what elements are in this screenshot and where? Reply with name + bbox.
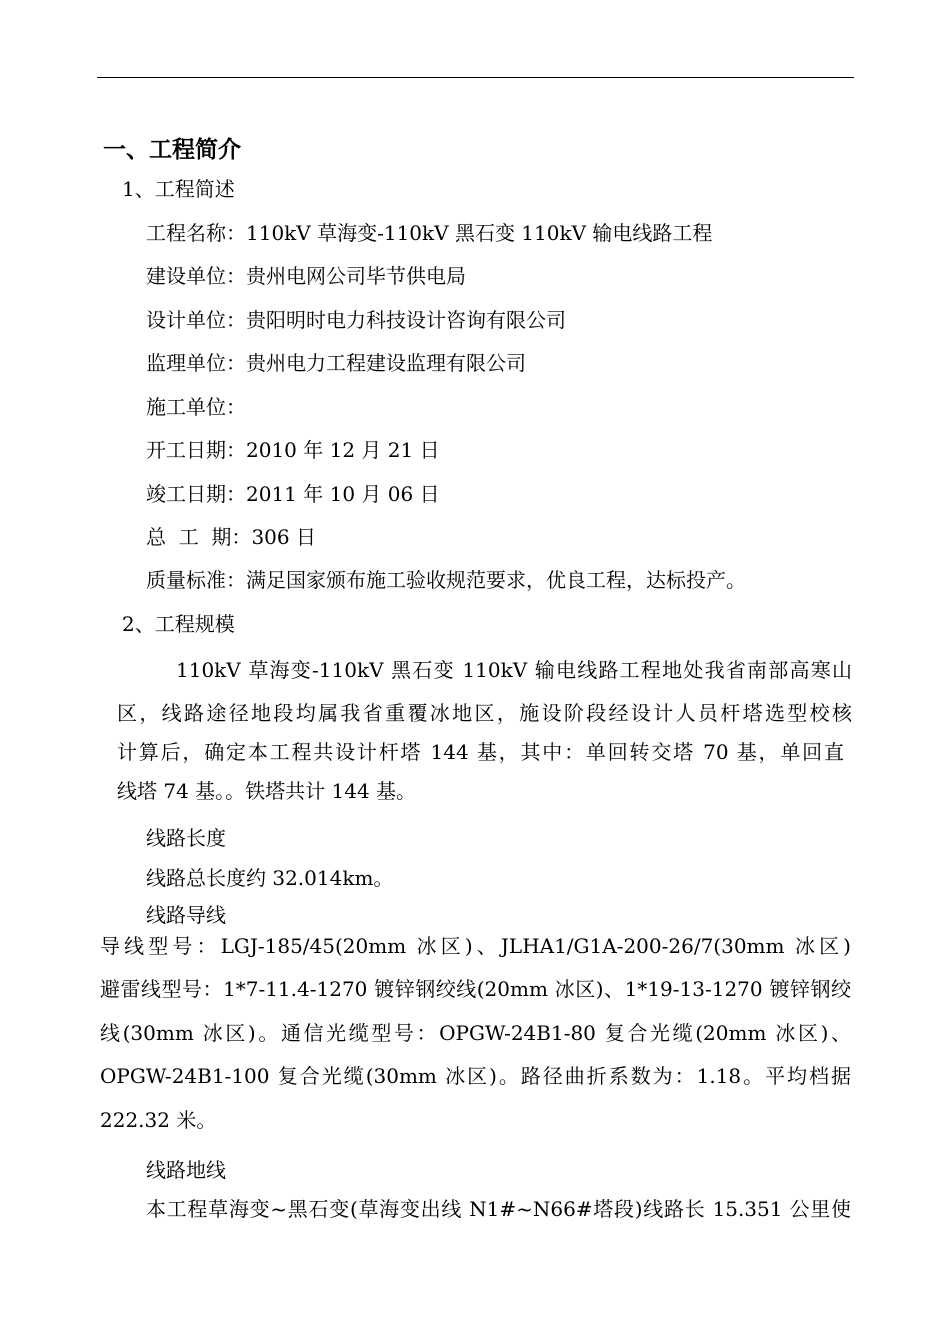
field-duration	[146, 525, 316, 549]
field-contractor	[146, 395, 246, 419]
field-supervisor	[146, 351, 526, 375]
conductor-title: 线路导线	[146, 903, 226, 927]
paragraph-line: 222.32 米。	[100, 1108, 217, 1132]
field-label: 工程名称：	[146, 221, 246, 245]
length-title: 线路长度	[146, 826, 226, 850]
length-text: 线路总长度约 32.014km。	[146, 866, 394, 890]
field-value: 110kV 草海变-110kV 黑石变 110kV 输电线路工程	[246, 221, 713, 245]
field-label: 质量标准：	[146, 568, 246, 592]
field-end-date	[146, 482, 440, 506]
field-label: 开工日期：	[146, 438, 246, 462]
field-value: 满足国家颁布施工验收规范要求，优良工程，达标投产。	[246, 568, 746, 592]
header-rule	[97, 77, 854, 78]
ground-title: 线路地线	[146, 1158, 226, 1182]
field-start-date	[146, 438, 440, 462]
field-value: 贵阳明时电力科技设计咨询有限公司	[246, 308, 566, 332]
field-label: 总 工 期：	[146, 525, 252, 549]
paragraph-line: 计算后，确定本工程共设计杆塔 144 基，其中：单回转交塔 70 基，单回直	[117, 740, 844, 764]
ground-text: 本工程草海变~黑石变(草海变出线 N1#~N66#塔段)线路长 15.351 公里使	[146, 1197, 851, 1221]
paragraph-line: 区，线路途径地段均属我省重覆冰地区，施设阶段经设计人员杆塔选型校核	[117, 701, 852, 725]
field-label: 施工单位：	[146, 395, 246, 419]
field-quality	[146, 568, 746, 592]
field-value: 贵州电力工程建设监理有限公司	[246, 351, 526, 375]
field-label: 监理单位：	[146, 351, 246, 375]
field-label: 建设单位：	[146, 264, 246, 288]
field-designer	[146, 308, 566, 332]
paragraph-line: 线(30mm 冰区)。通信光缆型号：OPGW-24B1-80 复合光缆(20mm 冰区)、	[100, 1021, 851, 1045]
field-value: 贵州电网公司毕节供电局	[246, 264, 466, 288]
page-heading: 一、工程简介	[103, 137, 241, 163]
paragraph-line: 避雷线型号：1*7-11.4-1270 镀锌钢绞线(20mm 冰区)、1*19-13-1270 镀锌钢绞	[100, 977, 851, 1001]
paragraph-line: OPGW-24B1-100 复合光缆(30mm 冰区)。路径曲折系数为：1.18。平均档据	[100, 1064, 851, 1088]
field-project-name	[146, 221, 712, 245]
section2-title: 2、工程规模	[122, 612, 235, 636]
paragraph-line: 线塔 74 基。。铁塔共计 144 基。	[117, 779, 417, 803]
field-value: 2011 年 10 月 06 日	[246, 482, 440, 506]
field-label: 竣工日期：	[146, 482, 246, 506]
field-label: 设计单位：	[146, 308, 246, 332]
paragraph-line: 导线型号：LGJ-185/45(20mm 冰区)、JLHA1/G1A-200-26/7(30mm 冰区)	[100, 934, 851, 958]
paragraph-line: 110kV 草海变-110kV 黑石变 110kV 输电线路工程地处我省南部高寒山	[176, 658, 852, 682]
field-value: 306 日	[251, 525, 316, 549]
field-value: 2010 年 12 月 21 日	[246, 438, 440, 462]
field-owner	[146, 264, 466, 288]
section1-title: 1、工程简述	[122, 177, 235, 201]
